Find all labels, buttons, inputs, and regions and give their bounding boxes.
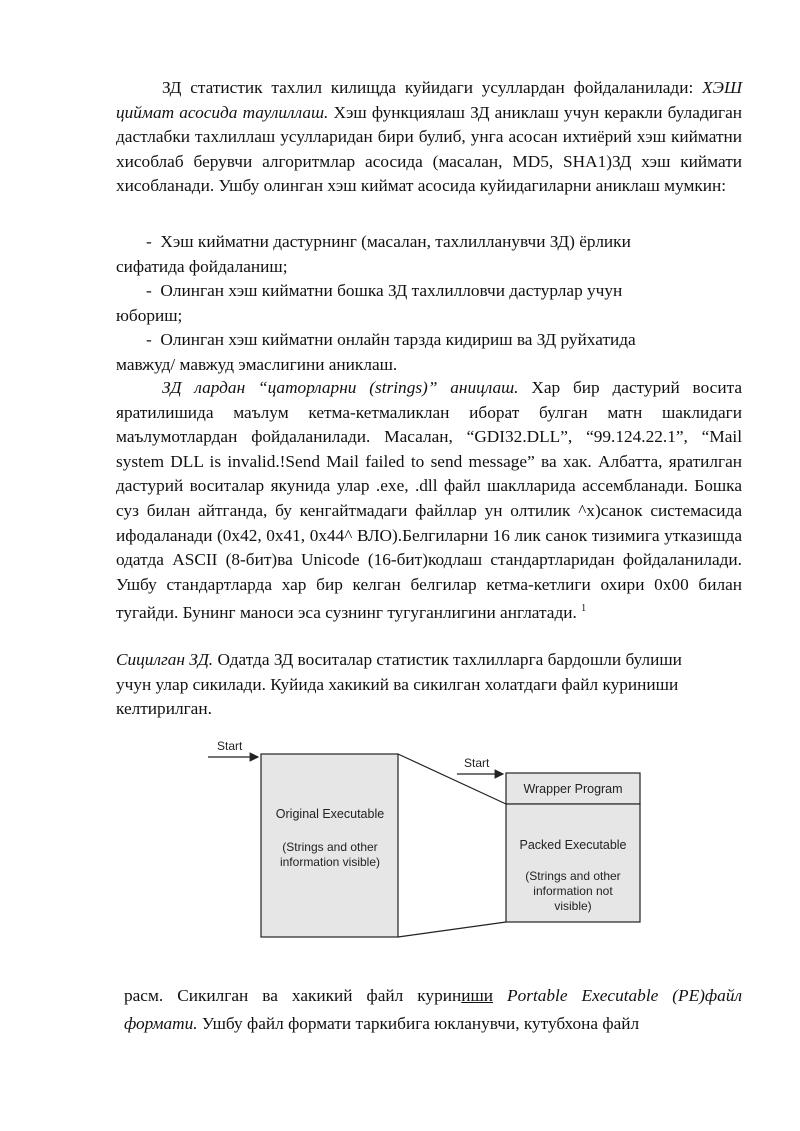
caption-underlined: иши: [461, 986, 494, 1005]
paragraph-line: учун улар сикилади. Куйида хакикий ва сикилган холатдаги файл куриниши: [116, 674, 679, 694]
bullet-text: Олинган хэш кийматни онлайн тарзда кидириш ва ЗД руйхатида: [160, 330, 636, 349]
paragraph-hash-analysis: [116, 76, 742, 199]
paragraph-line: Одатда ЗД воситалар статистик тахлилларга бардошли булиши: [213, 650, 682, 669]
bullet-text: Хэш кийматни дастурнинг (масалан, тахлилланувчи ЗД) ёрлики: [160, 232, 631, 251]
bullet-item: [116, 279, 742, 328]
original-note-line: (Strings and other: [282, 840, 378, 854]
bullet-text-continued: сифатида фойдаланиш;: [116, 256, 288, 276]
paragraph-body: Хар бир дастурий восита яратилишида маълум кетма-кетмаликлан иборат булган матн шаклидаги маълумотлардан фойдаланилади. Масалан, “GDI32.DLL”, “99.124.22.1”, “Mail system DLL is invalid.!Send Mail failed to send message” ва хак. Албатта, яратилган дастурий воситалар якунида улар .exe, .dll файл шаклларида ассембланади. Бошка суз билан айтганда, бу кенгайтмадаги файллар ун олтилик ^x)санок системасида ифодаланади (0x42, 0x41, 0x44^ ВЛО).Белгиларни 16 лик санок тизимига утказишда одатда ASCII (8-бит)ва Unicode (16-бит)кодлаш стандартларидан фойдаланилади. Ушбу стандартларда хар бир келган белгилар кетма-кетлиги охири 0x00 билан тугайди. Бунинг маноси эса сузнинг тугуганлигини англатади.: [116, 378, 743, 623]
packed-note-line: (Strings and other: [525, 869, 621, 883]
start-label-right: Start: [464, 756, 490, 770]
paragraph-line: келтирилган.: [116, 699, 212, 719]
original-note-line: information visible): [279, 855, 381, 869]
paragraph-strings: [116, 376, 742, 626]
packed-note-line: visible): [554, 899, 592, 913]
wrapper-program-label: Wrapper Program: [523, 782, 623, 796]
original-executable-title: Original Executable: [275, 807, 385, 821]
bullet-marker: -: [146, 281, 152, 300]
section-lead-packed: Сицилган ЗД.: [116, 650, 214, 669]
paragraph-packed: [116, 648, 756, 722]
paragraph-body: Хэш функциялаш ЗД аниклаш учун керакли буладиган дастлабки тахлиллаш усулларидан бири булиб, унга асосан ихтиёрий хэш кийматни хисоблаб берувчи алгоритмлар асосида (масалан, MD5, SHA1)ЗД хэш киймати хисобланади. Ушбу олинган хэш киймат асосида куйидагиларни аниклаш мумкин:: [116, 102, 743, 196]
packed-executable-title: Packed Executable: [519, 838, 627, 852]
section-lead-strings: ЗД лардан “цаторларни (strings)” аницлаш.: [162, 378, 519, 397]
bullet-marker: -: [146, 232, 152, 251]
packing-diagram: [200, 734, 660, 944]
bullet-item: [116, 230, 742, 279]
paragraph-intro: ЗД статистик тахлил килищда куйидаги усуллардан фойдаланилади:: [162, 78, 694, 97]
caption-prefix: расм. Сикилган ва хакикий файл курин: [124, 986, 462, 1005]
caption-italic-line2: формати.: [124, 1014, 198, 1033]
bullet-marker: -: [146, 330, 152, 349]
section-lead-hash: ХЭШ циймат асосида таулиллаш.: [116, 78, 742, 122]
bullet-text-continued: юбориш;: [116, 305, 183, 325]
mapping-line-top: [398, 754, 506, 804]
packed-note-line: information not: [533, 884, 613, 898]
figure-caption: [124, 982, 742, 1038]
caption-text: Ушбу файл формати таркибига юкланувчи, кутубхона файл: [197, 1014, 640, 1033]
footnote-ref: 1: [581, 603, 587, 615]
bullet-text: Олинган хэш кийматни бошка ЗД тахлилловчи дастурлар учун: [160, 281, 623, 300]
caption-italic: Portable Executable (PE)файл: [493, 986, 742, 1005]
start-label-left: Start: [217, 739, 243, 753]
bullet-item: [116, 328, 742, 377]
mapping-line-bottom: [398, 922, 506, 937]
bullet-text-continued: мавжуд/ мавжуд эмаслигини аниклаш.: [116, 354, 398, 374]
